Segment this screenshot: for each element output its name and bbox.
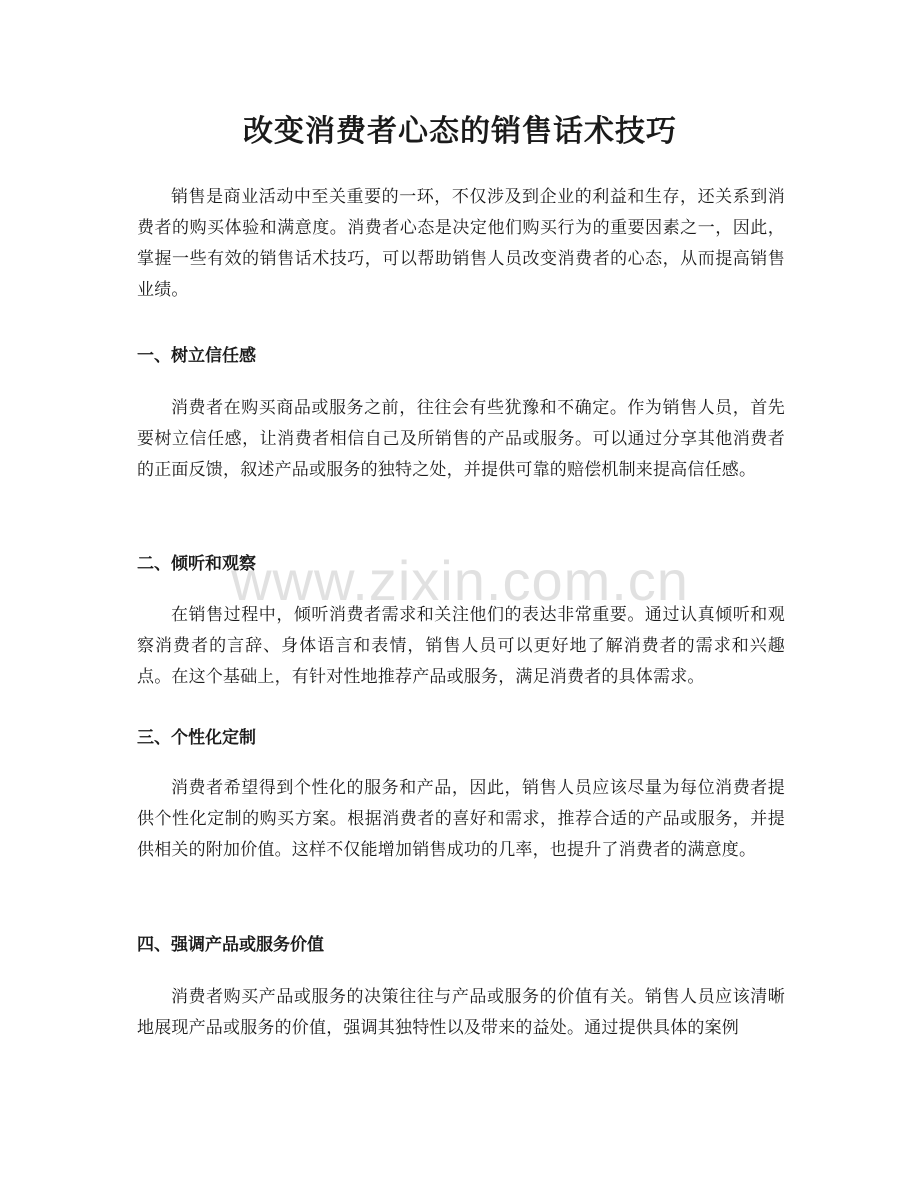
section-heading-2: 二、倾听和观察 [137,554,256,574]
section-body-3: 消费者希望得到个性化的服务和产品，因此，销售人员应该尽量为每位消费者提供个性化定制的购买方案。根据消费者的喜好和需求，推荐合适的产品或服务，并提供相关的附加价值。这样不仅能增加销售成功的几率，也提升了消费者的满意度。 [137,778,785,860]
section-heading-3: 三、个性化定制 [137,728,256,748]
section-heading-1: 一、树立信任感 [137,346,256,366]
intro-paragraph: 销售是商业活动中至关重要的一环，不仅涉及到企业的利益和生存，还关系到消费者的购买体验和满意度。消费者心态是决定他们购买行为的重要因素之一，因此，掌握一些有效的销售话术技巧，可以帮助销售人员改变消费者的心态，从而提高销售业绩。 [137,187,785,300]
document-title: 改变消费者心态的销售话术技巧 [243,114,677,149]
section-body-1: 消费者在购买商品或服务之前，往往会有些犹豫和不确定。作为销售人员，首先要树立信任感，让消费者相信自己及所销售的产品或服务。可以通过分享其他消费者的正面反馈，叙述产品或服务的独特之处，并提供可靠的赔偿机制来提高信任感。 [137,398,785,480]
section-body-4: 消费者购买产品或服务的决策往往与产品或服务的价值有关。销售人员应该清晰地展现产品或服务的价值，强调其独特性以及带来的益处。通过提供具体的案例 [137,987,785,1038]
section-heading-4: 四、强调产品或服务价值 [137,935,324,955]
watermark-text: www.zixin.com.cn [231,549,689,612]
section-body-2: 在销售过程中，倾听消费者需求和关注他们的表达非常重要。通过认真倾听和观察消费者的言辞、身体语言和表情，销售人员可以更好地了解消费者的需求和兴趣点。在这个基础上，有针对性地推荐产品或服务，满足消费者的具体需求。 [137,605,785,687]
